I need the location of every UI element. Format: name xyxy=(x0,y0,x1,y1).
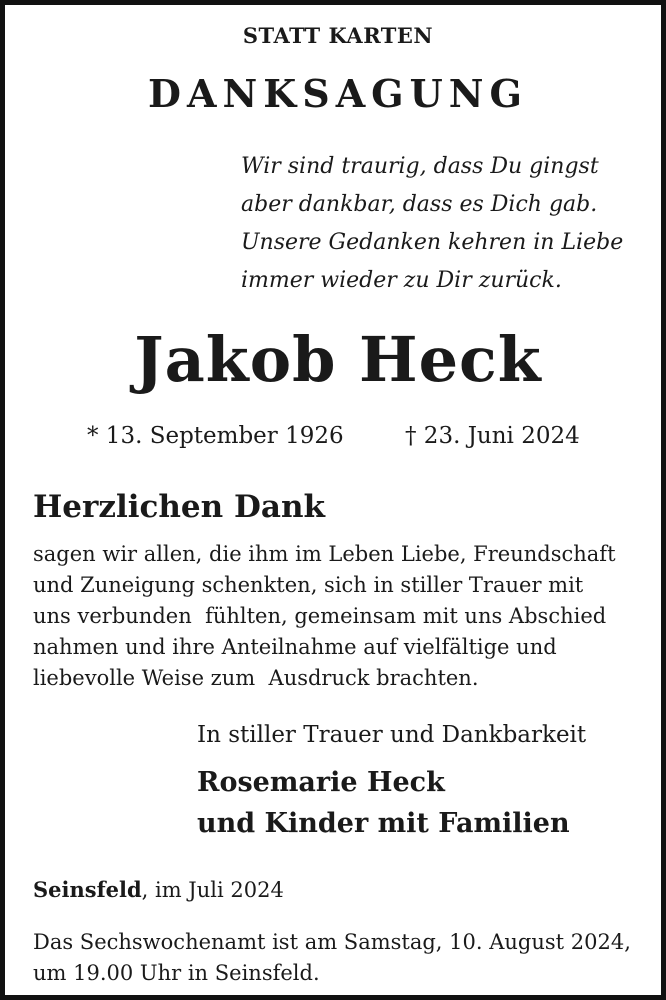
thanks-body xyxy=(33,539,616,694)
service-line: um 19.00 Uhr in Seinsfeld. xyxy=(33,961,320,985)
header-statt-karten: STATT KARTEN xyxy=(242,23,434,48)
service-notice xyxy=(33,927,631,989)
signers xyxy=(197,762,570,844)
quote-line: Unsere Gedanken kehren in Liebe xyxy=(241,230,624,255)
place-date: , im Juli 2024 xyxy=(141,878,284,902)
body-line: liebevolle Weise zum Ausdruck brachten. xyxy=(33,666,479,690)
deceased-name: Jakob Heck xyxy=(134,323,542,396)
death-date: † 23. Juni 2024 xyxy=(405,423,580,449)
birth-date: * 13. September 1926 xyxy=(87,423,344,449)
service-line: Das Sechswochenamt ist am Samstag, 10. August 2024, xyxy=(33,930,631,954)
body-line: uns verbunden fühlten, gemeinsam mit uns Abschied xyxy=(33,604,607,628)
body-line: und Zuneigung schenkten, sich in stiller Trauer mit xyxy=(33,573,584,597)
quote-line: immer wieder zu Dir zurück. xyxy=(241,268,562,293)
signer-line: und Kinder mit Familien xyxy=(197,808,570,839)
signer-line: Rosemarie Heck xyxy=(197,767,445,798)
grief-line: In stiller Trauer und Dankbarkeit xyxy=(197,722,587,748)
body-line: sagen wir allen, die ihm im Leben Liebe, Freundschaft xyxy=(33,542,616,566)
place-and-date xyxy=(33,877,284,902)
body-line: nahmen und ihre Anteilnahme auf vielfältige und xyxy=(33,635,557,659)
quote-line: Wir sind traurig, dass Du gingst xyxy=(241,154,599,179)
memorial-quote xyxy=(241,148,623,300)
thanks-heading: Herzlichen Dank xyxy=(33,489,325,525)
place-name: Seinsfeld xyxy=(33,877,142,902)
page-title: DANKSAGUNG xyxy=(148,71,528,116)
quote-line: aber dankbar, dass es Dich gab. xyxy=(241,192,598,217)
